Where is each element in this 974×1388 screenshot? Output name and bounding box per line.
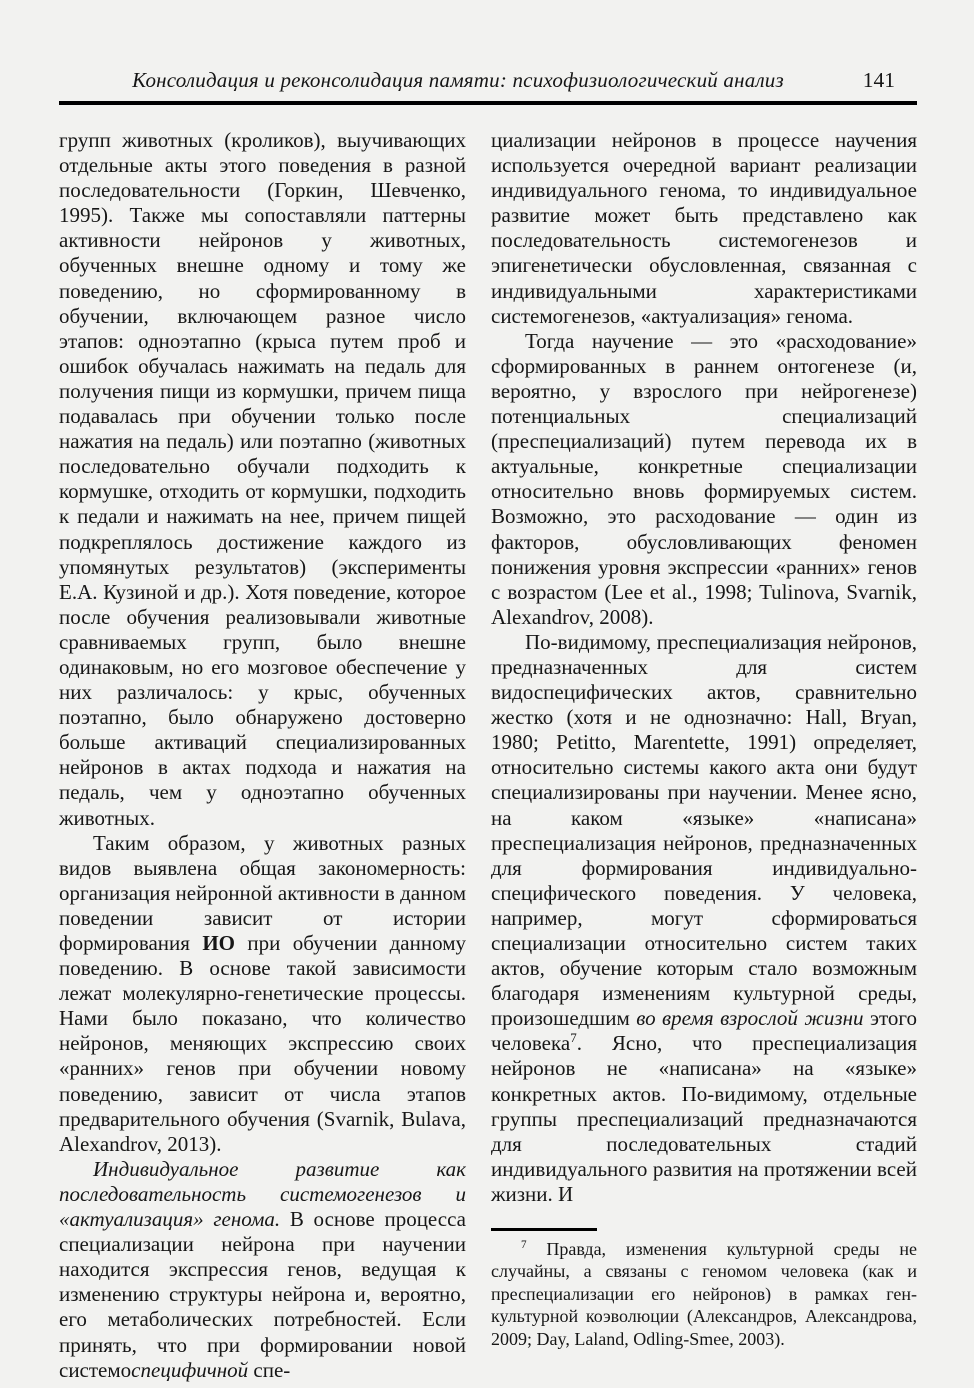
header-rule	[59, 101, 917, 105]
page-header	[59, 68, 917, 96]
paragraph: Таким образом, у животных разных видов выявлена общая закономерность: организация нейронной активности в данном поведении зависит от истории формирования ИО при обучении данному поведению. В основе такой зависимости лежат молекулярно-генетические процессы. Нами было показано, что количество нейронов, меняющих экспрессию своих «ранних» генов при обучении новому поведению, зависит от числа этапов предварительного обучения (Svarnik, Bulava, Alexandrov, 2013).	[59, 830, 466, 1156]
left-column	[59, 128, 466, 1383]
paragraph-section-start: Индивидуальное развитие как последовательность системогенезов и «актуализация» генома. В основе процесса специализации нейрона при научении находится экспрессия генов, ведущая к изменению структуры нейрона и, вероятно, его метаболических потребностей. Если принять, что при формировании новой системоспецифичной спе-	[59, 1156, 466, 1382]
right-column	[491, 128, 917, 1383]
page-number: 141	[862, 68, 895, 92]
paragraph: Тогда научение — это «расходование» сформированных в раннем онтогенезе (и, вероятно, у взрослого при нейрогенезе) потенциальных специализаций (преспециализаций) путем перевода их в актуальные, конкретные специализации относительно вновь формируемых систем. Возможно, это расходование — один из факторов, обусловливающих феномен понижения уровня экспрессии «ранних» генов с возрастом (Lee et al., 1998; Tulinova, Svarnik, Alexandrov, 2008).	[491, 328, 917, 629]
footnote-separator	[491, 1228, 597, 1231]
paragraph: По-видимому, преспециализация нейронов, предназначенных для систем видоспецифических актов, сравнительно жестко (хотя и не однозначно: Hall, Bryan, 1980; Petitto, Marentette, 1991) определяет, относительно системы какого акта они будут специализированы при научении. Менее ясно, на каком «языке» «написана» преспециализация нейронов, предназначенных для формирования индивидуально-специфического поведения. У человека, например, могут сформироваться специализации относительно систем таких актов, обучение которым стало возможным благодаря изменениям культурной среды, произошедшим во время взрослой жизни этого человека$^7$. Ясно, что преспециализация нейронов не «написана» на «языке» конкретных актов. По-видимому, отдельные группы преспециализаций предназначаются для последовательных стадий индивидуального развития на протяжении всей жизни. И	[491, 629, 918, 1206]
running-title: Консолидация и реконсолидация памяти: психофизиологический анализ	[132, 68, 784, 92]
footnote: $^7$ Правда, изменения культурной среды не случайны, а связаны с геномом человека (как и преспециализации его нейронов) в рамках ген-культурной коэволюции (Александров, Александрова, 2009; Day, Laland, Odling-Smee, 2003).	[491, 1239, 917, 1349]
paper-page	[59, 0, 917, 1383]
paragraph-continuation: циализации нейронов в процессе научения используется очередной вариант реализации индивидуального генома, то индивидуальное развитие может быть представлено как последовательность системогенезов и эпигенетически обусловленная, связанная с индивидуальными характеристиками системогенезов, «актуализация» генома.	[491, 128, 917, 328]
paragraph-continuation: групп животных (кроликов), выучивающих отдельные акты этого поведения в разной последовательности (Горкин, Шевченко, 1995). Также мы сопоставляли паттерны активности нейронов у животных, обученных внешне одному и тому же поведению, но сформированному в обучении, включающем разное число этапов: одноэтапно (крыса путем проб и ошибок обучалась нажимать на педаль для получения пищи из кормушки, причем пища подавалась при обучении только после нажатия на педаль) или поэтапно (животных последовательно обучали подходить к кормушке, отходить от кормушки, подходить к педали и нажимать на нее, причем пищей подкреплялось достижение каждого из упомянутых результатов) (эксперименты Е.А. Кузиной и др.). Хотя поведение, которое после обучения реализовывали животные сравниваемых групп, было внешне одинаковым, но его мозговое обеспечение у них различалось: у крыс, обученных поэтапно, было обнаружено достоверно больше активаций специализированных нейронов в актах подхода и нажатия на педаль, чем у одноэтапно обученных животных.	[59, 128, 466, 830]
text-columns	[59, 128, 917, 1383]
